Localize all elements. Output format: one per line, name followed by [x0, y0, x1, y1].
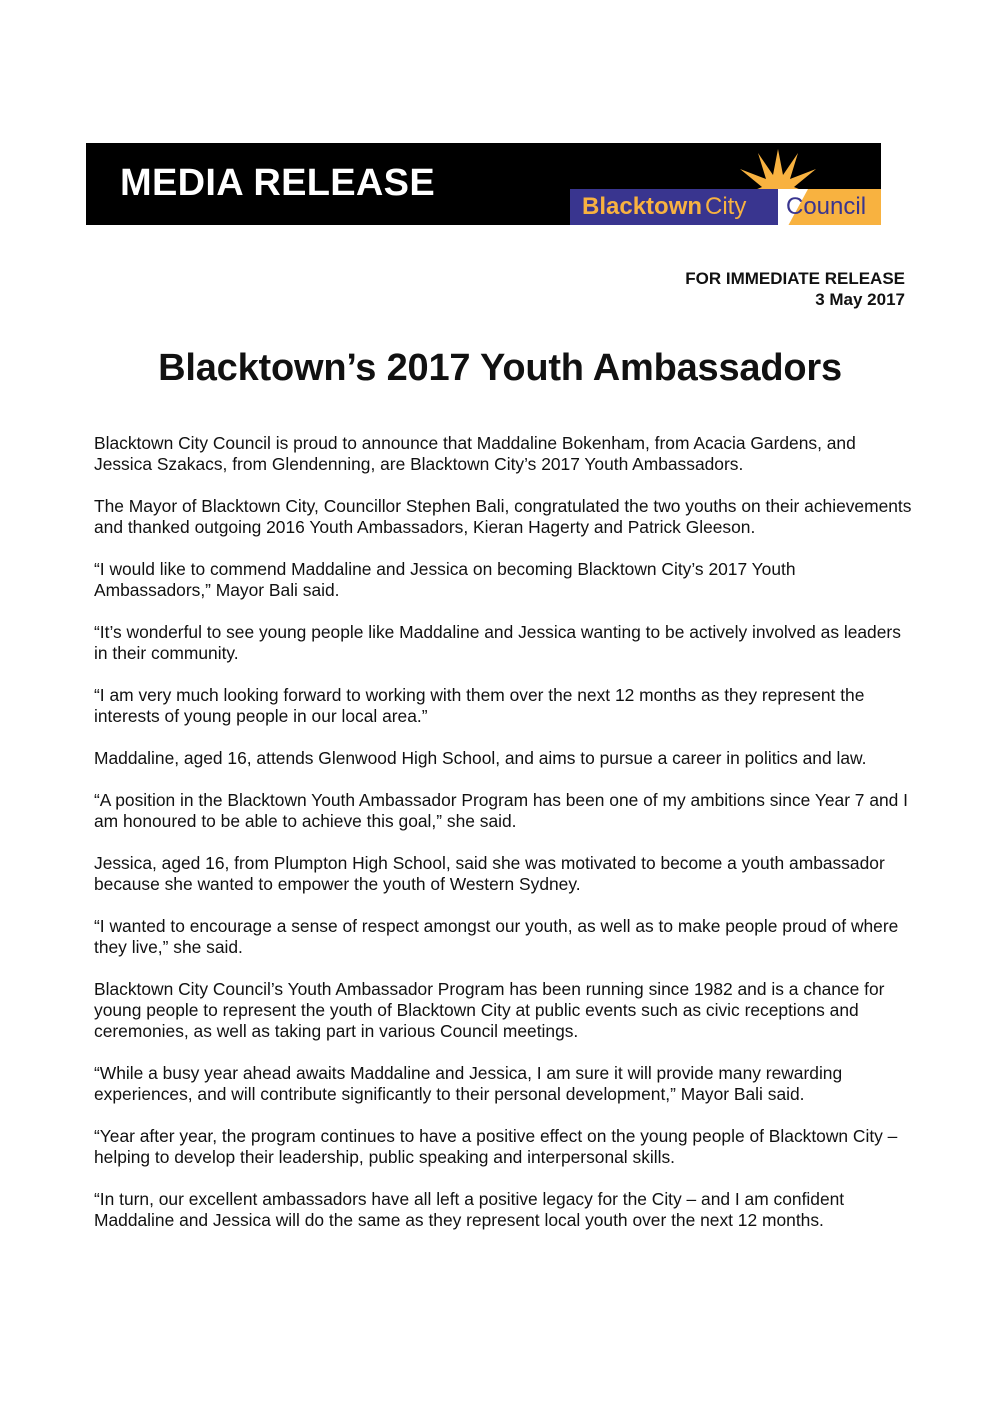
paragraph: Maddaline, aged 16, attends Glenwood High School, and aims to pursue a career in politics and law. — [94, 748, 867, 768]
paragraph: “It’s wonderful to see young people like Maddaline and Jessica wanting to be actively involved as leaders in their community. — [94, 622, 901, 663]
paragraph: Blacktown City Council’s Youth Ambassador Program has been running since 1982 and is a chance for young people to represent the youth of Blacktown City at public events such as civic receptions and ceremonies, as well as taking part in various Council meetings. — [94, 979, 885, 1041]
logo-word-council: Council — [786, 193, 867, 220]
paragraph: Jessica, aged 16, from Plumpton High School, said she was motivated to become a youth ambassador because she wanted to empower the youth of Western Sydney. — [94, 853, 885, 894]
paragraph: “I wanted to encourage a sense of respect amongst our youth, as well as to make people proud of where they live,” she said. — [94, 916, 899, 957]
paragraph: “I am very much looking forward to working with them over the next 12 months as they represent the interests of young people in our local area.” — [94, 685, 865, 726]
media-release-banner — [86, 143, 881, 225]
paragraph: “While a busy year ahead awaits Maddaline and Jessica, I am sure it will provide many rewarding experiences, and will contribute significantly to their personal development,” Mayor Bali said. — [94, 1063, 843, 1104]
paragraph: “I would like to commend Maddaline and Jessica on becoming Blacktown City’s 2017 Youth Ambassadors,” Mayor Bali said. — [94, 559, 796, 600]
release-info — [685, 268, 905, 310]
headline: Blacktown’s 2017 Youth Ambassadors — [158, 347, 842, 389]
paragraph: “In turn, our excellent ambassadors have all left a positive legacy for the City – and I am confident Maddaline and Jessica will do the same as they represent local youth over the next 12 months. — [94, 1189, 845, 1230]
article-body — [94, 433, 914, 1252]
paragraph: “A position in the Blacktown Youth Ambassador Program has been one of my ambitions since Year 7 and I am honoured to be able to achieve this goal,” she said. — [94, 790, 908, 831]
logo-word-city: City — [705, 193, 747, 220]
banner-title: MEDIA RELEASE — [120, 162, 435, 204]
paragraph: “Year after year, the program continues to have a positive effect on the young people of Blacktown City – helping to develop their leadership, public speaking and interpersonal skills. — [94, 1126, 898, 1167]
release-date: 3 May 2017 — [815, 290, 905, 309]
release-label: FOR IMMEDIATE RELEASE — [685, 269, 905, 288]
blacktown-city-council-logo — [570, 143, 881, 225]
logo-word-blacktown: Blacktown — [582, 193, 703, 220]
paragraph: The Mayor of Blacktown City, Councillor Stephen Bali, congratulated the two youths on their achievements and thanked outgoing 2016 Youth Ambassadors, Kieran Hagerty and Patrick Gleeson. — [94, 496, 912, 537]
paragraph: Blacktown City Council is proud to announce that Maddaline Bokenham, from Acacia Gardens, and Jessica Szakacs, from Glendenning, are Blacktown City’s 2017 Youth Ambassadors. — [94, 433, 856, 474]
